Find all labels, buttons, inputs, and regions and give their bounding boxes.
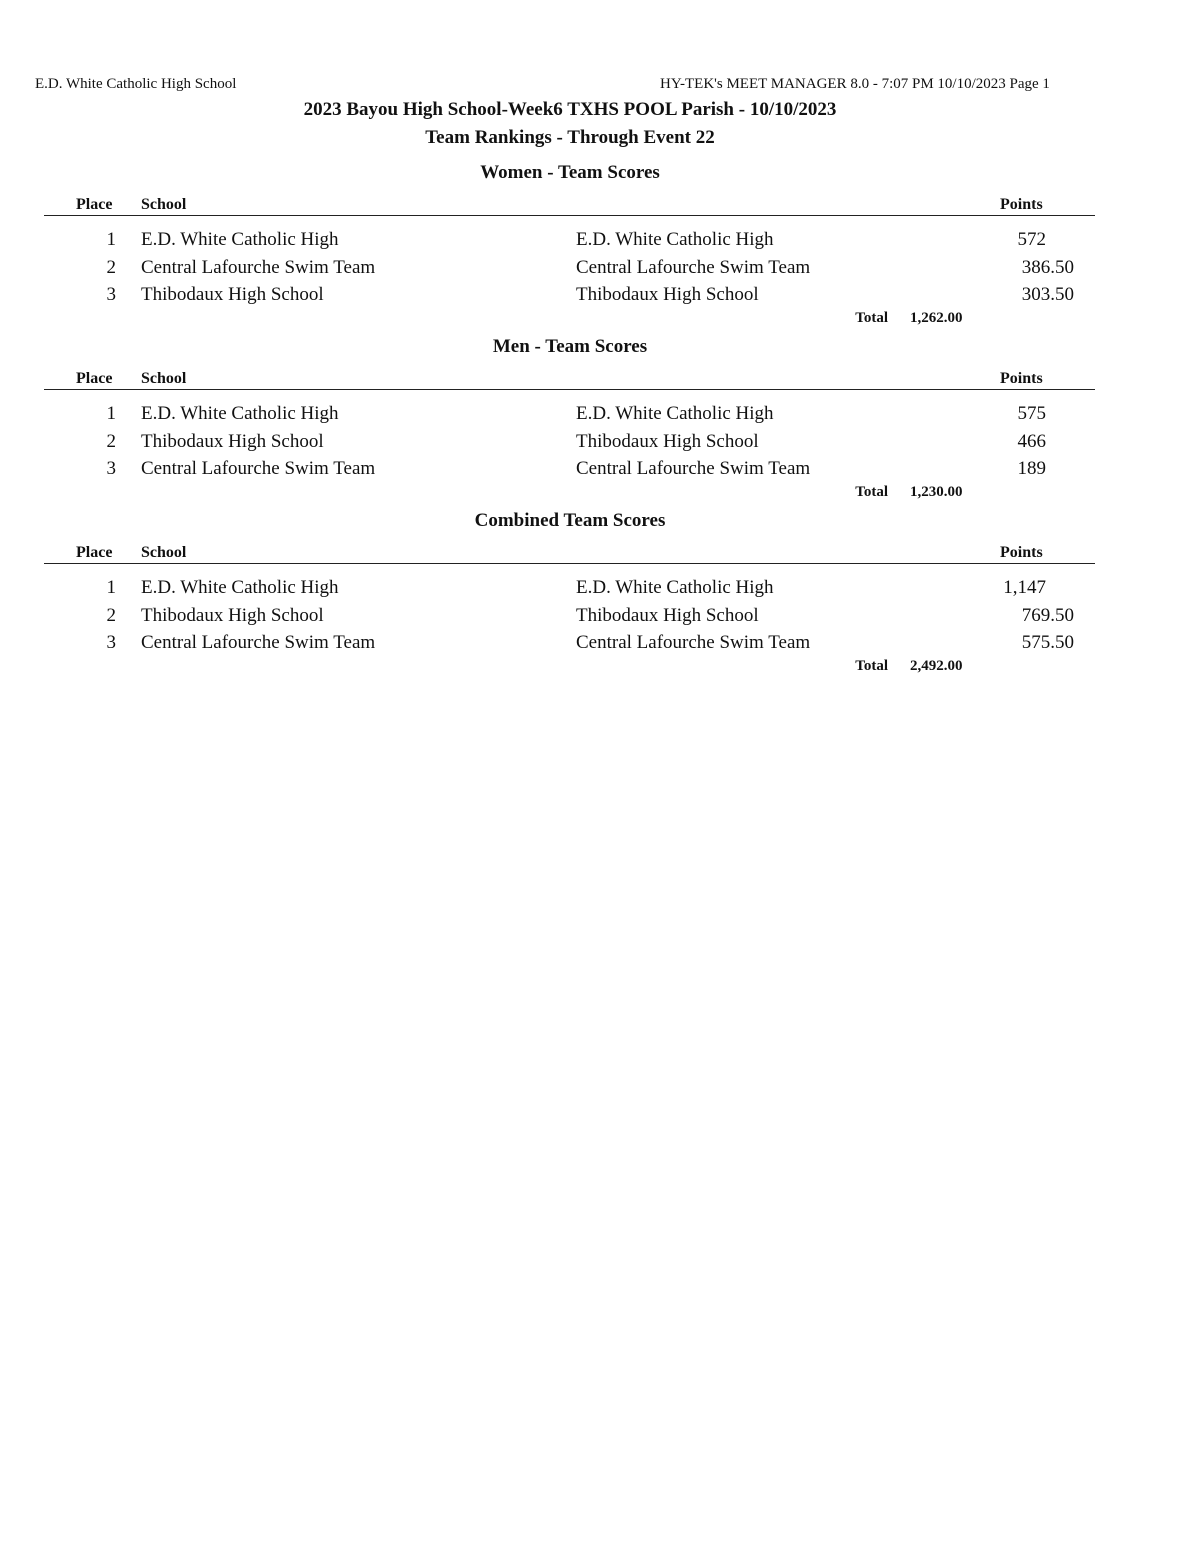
section-title: Women - Team Scores (480, 162, 660, 183)
team-name: Central Lafourche Swim Team (576, 632, 811, 653)
header-divider (44, 215, 1095, 216)
score-section (0, 336, 1200, 510)
points: 575 (1017, 403, 1046, 424)
place: 1 (106, 403, 116, 424)
header-school: E.D. White Catholic High School (35, 76, 237, 92)
total-label: Total (855, 484, 888, 500)
table-row (0, 403, 1200, 431)
points: 575.50 (1021, 632, 1074, 653)
points: 466 (1017, 430, 1046, 452)
place: 1 (106, 577, 116, 598)
column-header-points: Points (1000, 544, 1043, 561)
team-name: Thibodaux High School (576, 284, 759, 305)
points: 303.50 (1021, 284, 1074, 305)
table-row (0, 229, 1200, 257)
column-header-school: School (141, 370, 187, 387)
team-name: Central Lafourche Swim Team (576, 458, 811, 479)
column-header-place: Place (76, 370, 113, 387)
school: Thibodaux High School (141, 284, 324, 305)
column-header-points: Points (1000, 196, 1043, 213)
points: 769.50 (1021, 604, 1074, 626)
total-value: 1,262.00 (910, 310, 963, 326)
section-title: Men - Team Scores (492, 336, 648, 357)
table-row (0, 632, 1200, 660)
column-header-points: Points (1000, 370, 1043, 387)
total-value: 1,230.00 (910, 484, 963, 500)
points: 386.50 (1021, 256, 1074, 278)
school: Thibodaux High School (141, 604, 324, 626)
team-name: E.D. White Catholic High (576, 229, 774, 250)
school: E.D. White Catholic High (141, 229, 339, 250)
points: 189 (1017, 458, 1046, 479)
column-header-place: Place (76, 196, 113, 213)
place: 3 (106, 632, 116, 653)
total-value: 2,492.00 (910, 658, 963, 674)
table-row (0, 431, 1200, 459)
header-divider (44, 563, 1095, 564)
header-divider (44, 389, 1095, 390)
score-section (0, 510, 1200, 684)
place: 2 (106, 256, 116, 278)
school: Thibodaux High School (141, 430, 324, 452)
score-section (0, 162, 1200, 336)
school: Central Lafourche Swim Team (141, 632, 376, 653)
team-name: Thibodaux High School (576, 604, 759, 626)
school: Central Lafourche Swim Team (141, 256, 376, 278)
team-name: Thibodaux High School (576, 430, 759, 452)
school: Central Lafourche Swim Team (141, 458, 376, 479)
column-header-school: School (141, 196, 187, 213)
table-row (0, 284, 1200, 312)
table-row (0, 458, 1200, 486)
place: 1 (106, 229, 116, 250)
team-name: E.D. White Catholic High (576, 403, 774, 424)
points: 1,147 (1003, 577, 1046, 598)
place: 2 (106, 604, 116, 626)
place: 3 (106, 458, 116, 479)
header-meta: HY-TEK's MEET MANAGER 8.0 - 7:07 PM 10/10/2023 Page 1 (660, 76, 1050, 92)
column-header-school: School (141, 544, 187, 561)
page-subtitle: Team Rankings - Through Event 22 (425, 127, 715, 148)
page-title: 2023 Bayou High School-Week6 TXHS POOL Parish - 10/10/2023 (303, 99, 837, 120)
school: E.D. White Catholic High (141, 577, 339, 598)
place: 3 (106, 284, 116, 305)
team-name: E.D. White Catholic High (576, 577, 774, 598)
team-name: Central Lafourche Swim Team (576, 256, 811, 278)
section-title: Combined Team Scores (474, 510, 666, 531)
table-row (0, 577, 1200, 605)
points: 572 (1017, 229, 1046, 250)
place: 2 (106, 430, 116, 452)
total-label: Total (855, 310, 888, 326)
column-header-place: Place (76, 544, 113, 561)
table-row (0, 605, 1200, 633)
total-label: Total (855, 658, 888, 674)
table-row (0, 257, 1200, 285)
school: E.D. White Catholic High (141, 403, 339, 424)
